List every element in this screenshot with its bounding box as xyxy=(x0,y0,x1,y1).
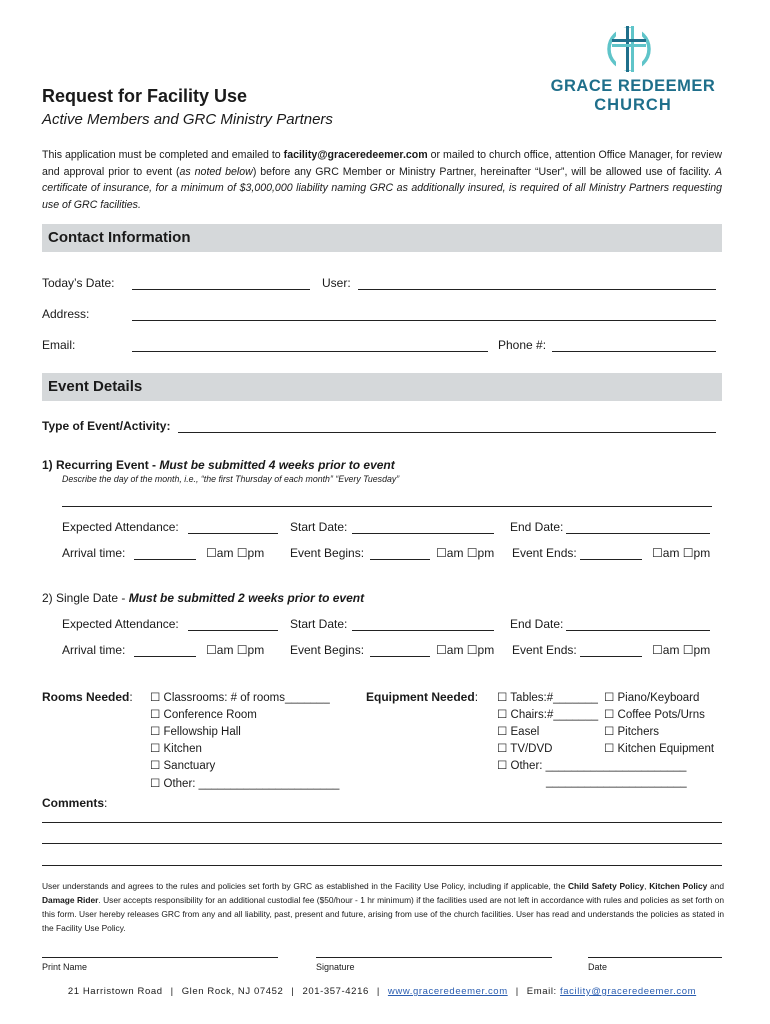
event-begins-label: Event Begins: xyxy=(290,546,365,560)
single-ends-field[interactable] xyxy=(580,656,642,657)
recurring-ends-field[interactable] xyxy=(580,559,642,560)
single-arrival-field[interactable] xyxy=(134,656,196,657)
single-start-date-field[interactable] xyxy=(352,630,494,631)
start-date-label: Start Date: xyxy=(290,617,348,631)
recurring-describe-hint: Describe the day of the month, i.e., “the first Thursday of each month” “Every Tuesday” xyxy=(62,474,400,484)
todays-date-field[interactable] xyxy=(132,289,310,290)
equipment-option-pitchers[interactable]: ☐ Pitchers xyxy=(604,726,660,738)
single-prefix: 2) Single Date - xyxy=(42,591,129,605)
form-title: Request for Facility Use xyxy=(42,86,248,106)
room-option-other[interactable]: ☐ Other: ______________________ xyxy=(150,778,340,790)
equipment-option-coffee[interactable]: ☐ Coffee Pots/Urns xyxy=(604,709,705,721)
email-label: Email: xyxy=(42,338,76,352)
expected-attendance-label: Expected Attendance: xyxy=(62,617,179,631)
address-label: Address: xyxy=(42,307,90,321)
comments-line-2[interactable] xyxy=(42,843,722,844)
footer-phone: 201-357-4216 xyxy=(302,986,369,997)
checkbox-icon[interactable]: ☐ xyxy=(466,546,478,560)
recurring-begins-field[interactable] xyxy=(370,559,430,560)
equipment-option-piano[interactable]: ☐ Piano/Keyboard xyxy=(604,692,700,704)
phone-label: Phone #: xyxy=(498,338,547,352)
arrival-time-label: Arrival time: xyxy=(62,643,126,657)
room-option-classrooms[interactable]: ☐ Classrooms: # of rooms_______ xyxy=(150,692,330,704)
arrival-time-label: Arrival time: xyxy=(62,546,126,560)
single-note: Must be submitted 2 weeks prior to event xyxy=(128,591,365,605)
room-option-kitchen[interactable]: ☐ Kitchen xyxy=(150,743,202,755)
date-label: Date xyxy=(588,962,608,972)
intro-text-3: ) before any GRC Member or Ministry Partner, hereinafter “User”, will be allowed use of facility. xyxy=(252,165,715,178)
checkbox-icon[interactable]: ☐ xyxy=(236,643,248,657)
recurring-start-date-field[interactable] xyxy=(352,533,494,534)
intro-email: facility@graceredeemer.com xyxy=(283,149,428,161)
event-ends-label: Event Ends: xyxy=(512,546,577,560)
recurring-ends-ampm: ☐am ☐pm xyxy=(652,546,711,560)
form-subtitle: Active Members and GRC Ministry Partners xyxy=(42,111,333,128)
church-name-line1: GRACE REDEEMER xyxy=(550,77,716,95)
checkbox-icon[interactable]: ☐ xyxy=(652,546,663,560)
equipment-needed-label: Equipment Needed: xyxy=(366,690,479,704)
recurring-arrival-field[interactable] xyxy=(134,559,196,560)
recurring-arrival-ampm: ☐am ☐pm xyxy=(206,546,265,560)
equipment-option-easel[interactable]: ☐ Easel xyxy=(497,726,540,738)
checkbox-icon[interactable]: ☐ xyxy=(652,643,663,657)
recurring-prefix: 1) Recurring Event - xyxy=(42,458,160,472)
recurring-event-heading xyxy=(42,458,395,472)
equipment-other-line[interactable]: ______________________ xyxy=(546,776,687,788)
room-option-fellowship[interactable]: ☐ Fellowship Hall xyxy=(150,726,241,738)
address-field[interactable] xyxy=(132,320,716,321)
recurring-note: Must be submitted 4 weeks prior to event xyxy=(159,458,395,472)
checkbox-icon[interactable]: ☐ xyxy=(206,546,217,560)
checkbox-icon[interactable]: ☐ xyxy=(236,546,248,560)
todays-date-label: Today’s Date: xyxy=(42,276,115,290)
equipment-option-tv-dvd[interactable]: ☐ TV/DVD xyxy=(497,743,553,755)
agreement-text: User understands and agrees to the rules and policies set forth by GRC as established in the Facility Use Policy, including if applicable, the Child Safety Policy, Kitchen Policy and Damage Rider. User accepts responsibility for an additional custodial fee ($50/hour - 1 hr minimum) if the facilities used are not left in accordance with rules and policies as set forth on this form. User hereby releases GRC from any and all liability, past, present and future, arising from use of the church facilities. User has read and understands the policies as stated in the Facility Use Policy. xyxy=(42,881,724,933)
recurring-attendance-field[interactable] xyxy=(188,533,278,534)
footer-contact: 21 Harristown Road | Glen Rock, NJ 07452 | 201-357-4216 | www.graceredeemer.com | Email: facility@graceredeemer.com xyxy=(67,986,697,997)
start-date-label: Start Date: xyxy=(290,520,348,534)
signature-label: Signature xyxy=(316,962,355,972)
event-ends-label: Event Ends: xyxy=(512,643,577,657)
phone-field[interactable] xyxy=(552,351,716,352)
footer-website-link[interactable]: www.graceredeemer.com xyxy=(387,986,508,997)
checkbox-icon[interactable]: ☐ xyxy=(206,643,217,657)
recurring-describe-field[interactable] xyxy=(62,506,712,507)
event-section-header xyxy=(42,373,722,401)
single-arrival-ampm: ☐am ☐pm xyxy=(206,643,265,657)
signature-field[interactable] xyxy=(316,957,552,958)
church-name-line2: CHURCH xyxy=(594,96,672,114)
intro-insurance: A certificate of insurance, for a minimum of $3,000,000 liability naming GRC as additionally insured, is required of all Ministry Partners requesting use of GRC facilities. xyxy=(42,165,723,211)
comments-line-1[interactable] xyxy=(42,822,722,823)
rooms-needed-label: Rooms Needed: xyxy=(42,690,133,704)
expected-attendance-label: Expected Attendance: xyxy=(62,520,179,534)
equipment-option-kitchen[interactable]: ☐ Kitchen Equipment xyxy=(604,743,715,755)
user-label: User: xyxy=(322,276,351,290)
footer-email-link[interactable]: facility@graceredeemer.com xyxy=(560,986,697,997)
single-begins-field[interactable] xyxy=(370,656,430,657)
contact-heading: Contact Information xyxy=(48,229,191,246)
intro-noted: as noted below xyxy=(179,165,253,178)
email-field[interactable] xyxy=(132,351,488,352)
footer-address: 21 Harristown Road xyxy=(67,986,163,997)
room-option-conference[interactable]: ☐ Conference Room xyxy=(150,709,257,721)
checkbox-icon[interactable]: ☐ xyxy=(436,546,447,560)
equipment-option-chairs[interactable]: ☐ Chairs:#_______ xyxy=(497,709,599,721)
intro-paragraph xyxy=(42,147,722,213)
end-date-label: End Date: xyxy=(510,520,564,534)
single-attendance-field[interactable] xyxy=(188,630,278,631)
recurring-begins-ampm: ☐am ☐pm xyxy=(436,546,495,560)
equipment-option-tables[interactable]: ☐ Tables:#_______ xyxy=(497,692,598,704)
comments-label: Comments: xyxy=(42,796,108,810)
date-field[interactable] xyxy=(588,957,722,958)
print-name-label: Print Name xyxy=(42,962,88,972)
contact-section-header xyxy=(42,224,722,252)
checkbox-icon[interactable]: ☐ xyxy=(682,643,694,657)
event-type-label: Type of Event/Activity: xyxy=(42,419,171,433)
church-cross-logo-icon xyxy=(604,24,654,74)
recurring-end-date-field[interactable] xyxy=(566,533,710,534)
event-begins-label: Event Begins: xyxy=(290,643,365,657)
footer-email-label: Email: xyxy=(526,986,561,997)
intro-text-2: or mailed to church office, attention Office Manager, for review and approval prior to event ( xyxy=(42,149,723,178)
checkbox-icon[interactable]: ☐ xyxy=(436,643,447,657)
user-field[interactable] xyxy=(358,289,716,290)
checkbox-icon[interactable]: ☐ xyxy=(682,546,694,560)
end-date-label: End Date: xyxy=(510,617,564,631)
event-type-field[interactable] xyxy=(178,432,716,433)
intro-text-1: This application must be completed and emailed to xyxy=(42,149,284,161)
print-name-field[interactable] xyxy=(42,957,278,958)
checkbox-icon[interactable]: ☐ xyxy=(466,643,478,657)
single-ends-ampm: ☐am ☐pm xyxy=(652,643,711,657)
comments-line-3[interactable] xyxy=(42,865,722,866)
single-date-heading xyxy=(42,591,364,605)
single-end-date-field[interactable] xyxy=(566,630,710,631)
footer-city: Glen Rock, NJ 07452 xyxy=(181,986,284,997)
single-begins-ampm: ☐am ☐pm xyxy=(436,643,495,657)
event-heading: Event Details xyxy=(48,378,143,395)
equipment-option-other[interactable]: ☐ Other: ______________________ xyxy=(497,760,687,772)
room-option-sanctuary[interactable]: ☐ Sanctuary xyxy=(150,760,216,772)
